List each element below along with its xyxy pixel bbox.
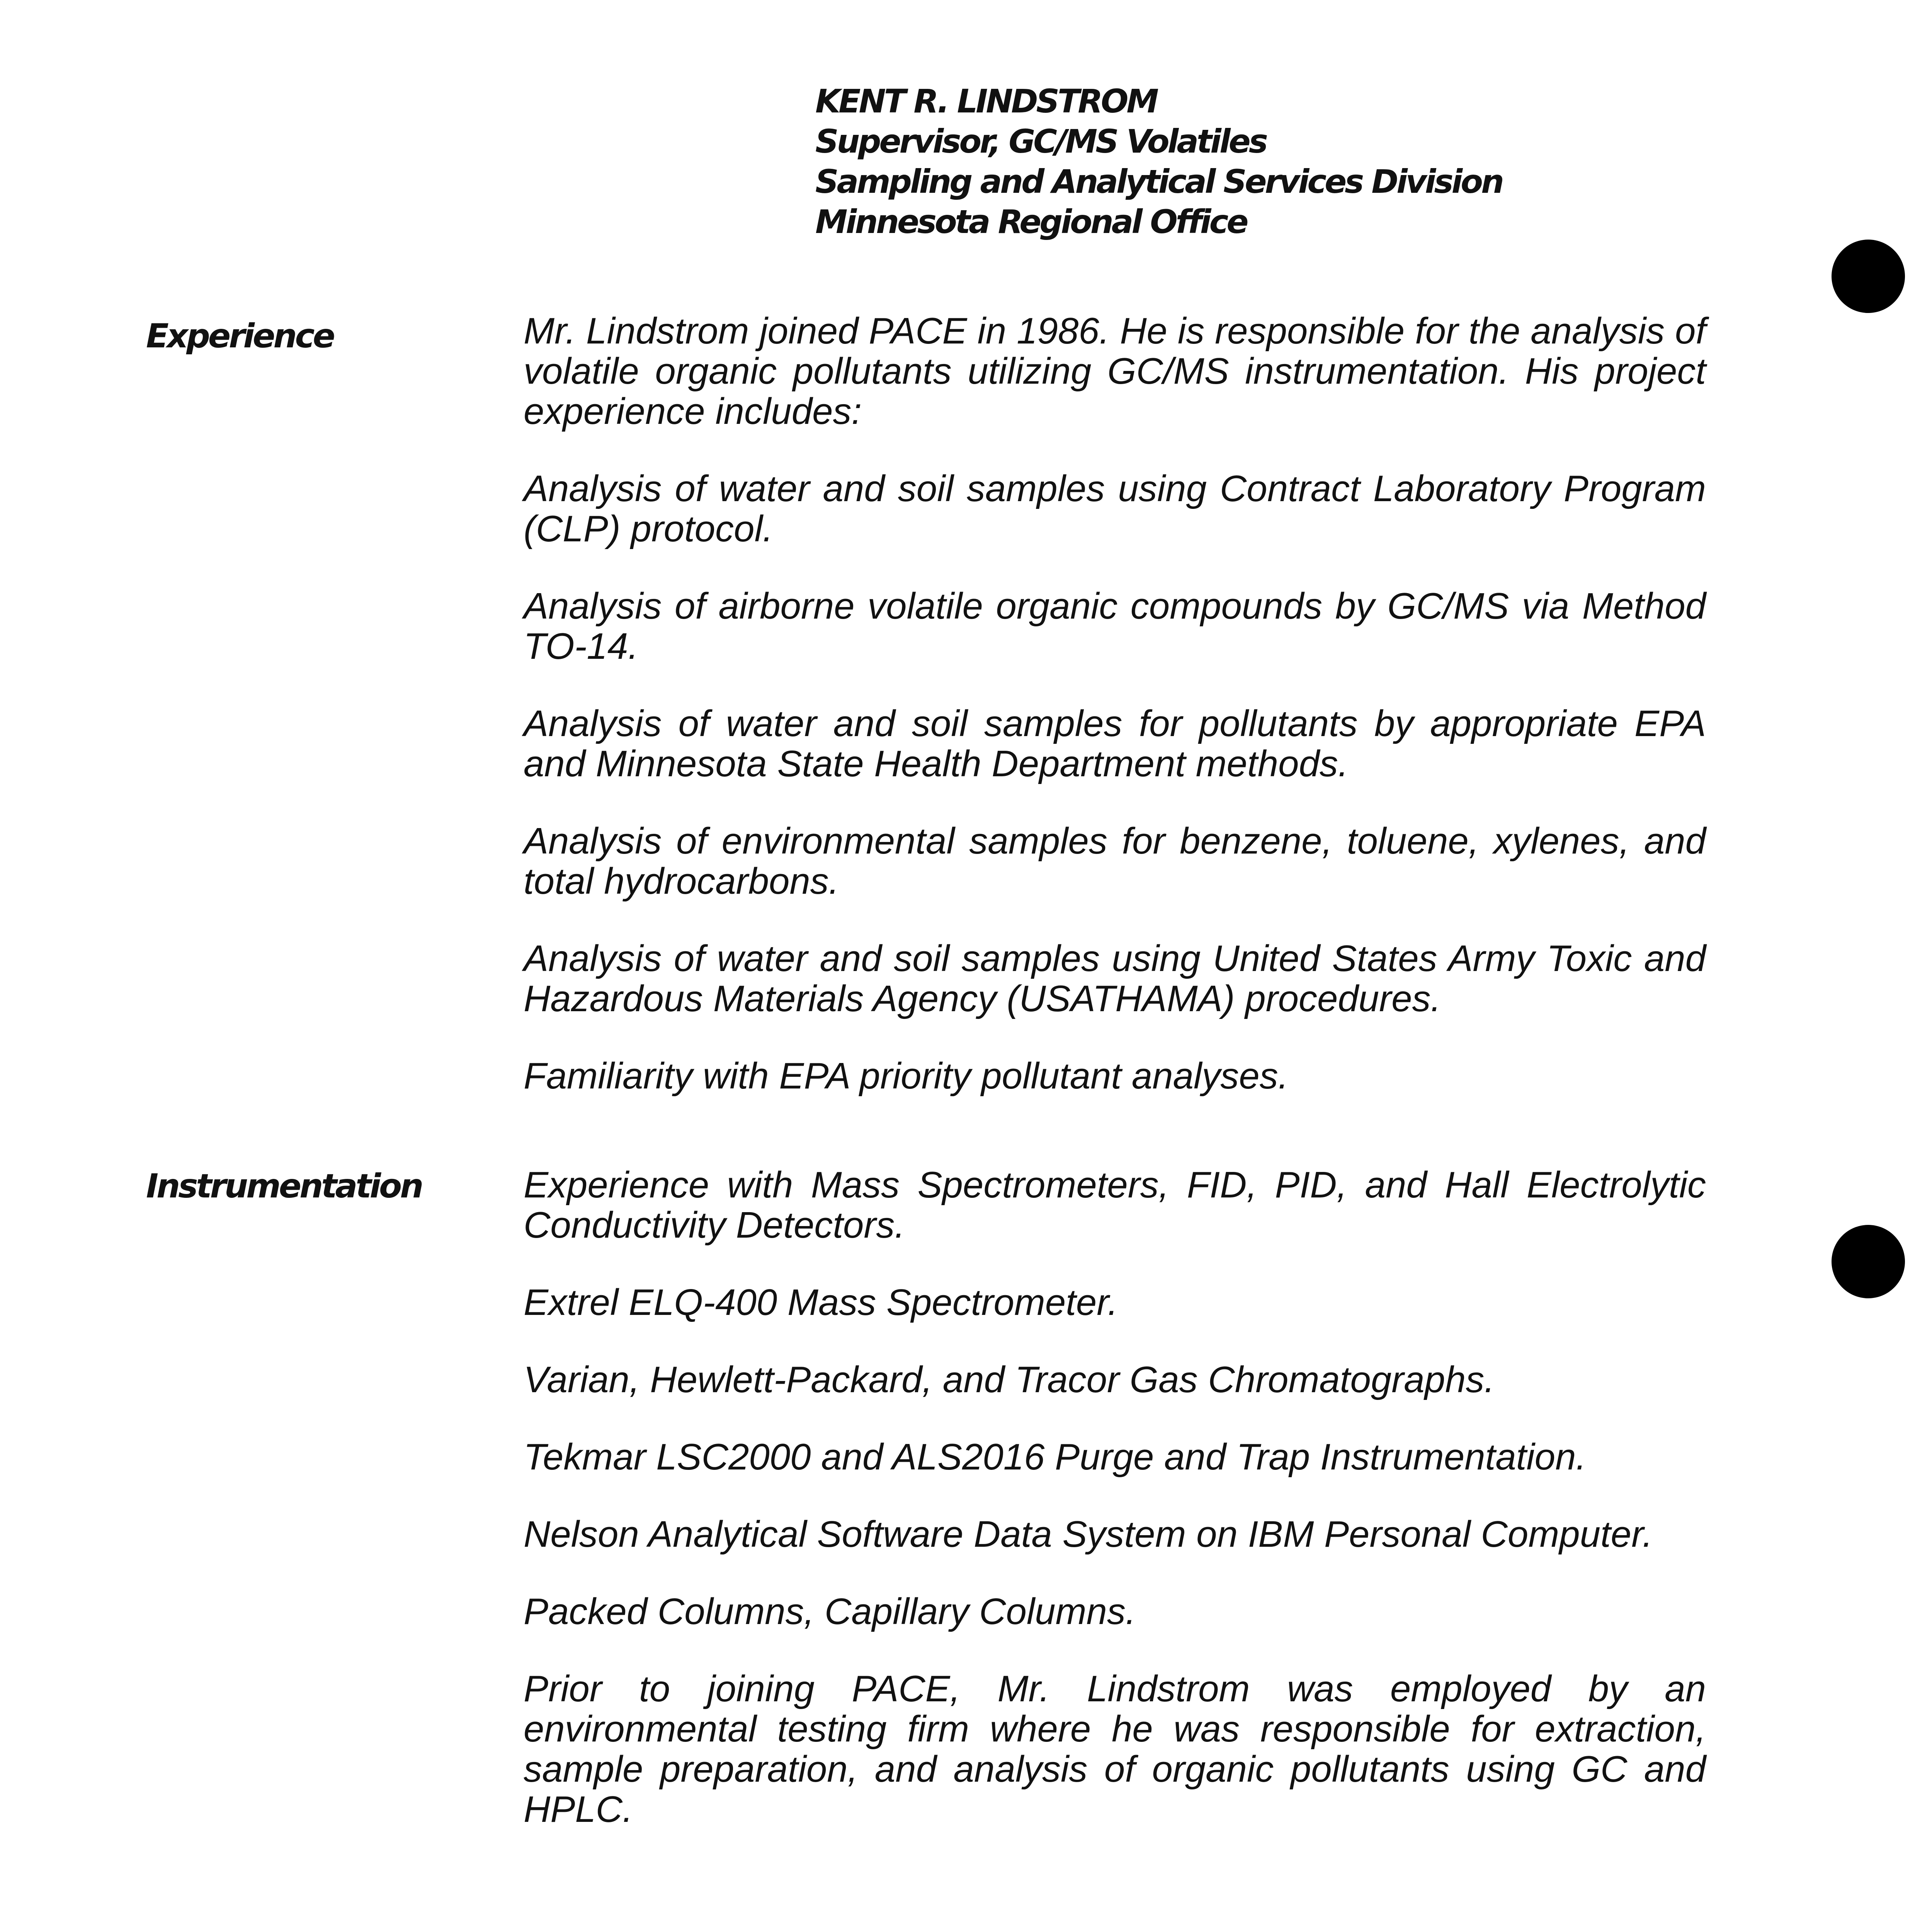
binder-hole bbox=[1832, 1225, 1905, 1298]
experience-intro: Mr. Lindstrom joined PACE in 1986. He is responsible for the analysis of volatile organic pollutants utilizing GC/MS instrumentation. His project experience includes: bbox=[524, 310, 1706, 432]
experience-section bbox=[524, 311, 1706, 1096]
experience-item: Analysis of environmental samples for benzene, toluene, xylenes, and total hydrocarbons. bbox=[524, 820, 1706, 902]
experience-label: Experience bbox=[146, 317, 333, 355]
instrumentation-item: Extrel ELQ-400 Mass Spectrometer. bbox=[524, 1282, 1118, 1323]
instrumentation-label: Instrumentation bbox=[146, 1167, 422, 1206]
instrumentation-item: Varian, Hewlett-Packard, and Tracor Gas Chromatographs. bbox=[524, 1359, 1495, 1400]
instrumentation-item: Prior to joining PACE, Mr. Lindstrom was employed by an environmental testing firm where he was responsible for extraction, sample preparation, and analysis of organic pollutants using GC and HPLC. bbox=[524, 1668, 1706, 1830]
job-title: Supervisor, GC/MS Volatiles bbox=[815, 122, 1266, 160]
experience-item: Familiarity with EPA priority pollutant analyses. bbox=[524, 1055, 1289, 1097]
experience-item: Analysis of water and soil samples for pollutants by appropriate EPA and Minnesota State Health Department methods. bbox=[524, 703, 1706, 784]
instrumentation-item: Nelson Analytical Software Data System on IBM Personal Computer. bbox=[524, 1514, 1653, 1555]
instrumentation-item: Packed Columns, Capillary Columns. bbox=[524, 1591, 1136, 1632]
instrumentation-item: Tekmar LSC2000 and ALS2016 Purge and Trap Instrumentation. bbox=[524, 1436, 1587, 1478]
instrumentation-section bbox=[524, 1165, 1706, 1830]
experience-item: Analysis of water and soil samples using Contract Laboratory Program (CLP) protocol. bbox=[524, 468, 1706, 549]
instrumentation-item: Experience with Mass Spectrometers, FID, PID, and Hall Electrolytic Conductivity Detectors. bbox=[524, 1164, 1706, 1246]
experience-item: Analysis of water and soil samples using United States Army Toxic and Hazardous Materials Agency (USATHAMA) procedures. bbox=[524, 938, 1706, 1019]
division-name: Sampling and Analytical Services Division bbox=[815, 163, 1502, 201]
experience-item: Analysis of airborne volatile organic compounds by GC/MS via Method TO-14. bbox=[524, 585, 1706, 667]
binder-hole bbox=[1832, 240, 1905, 313]
resume-header bbox=[815, 81, 1502, 242]
office-name: Minnesota Regional Office bbox=[815, 203, 1247, 241]
person-name: KENT R. LINDSTROM bbox=[815, 82, 1157, 120]
